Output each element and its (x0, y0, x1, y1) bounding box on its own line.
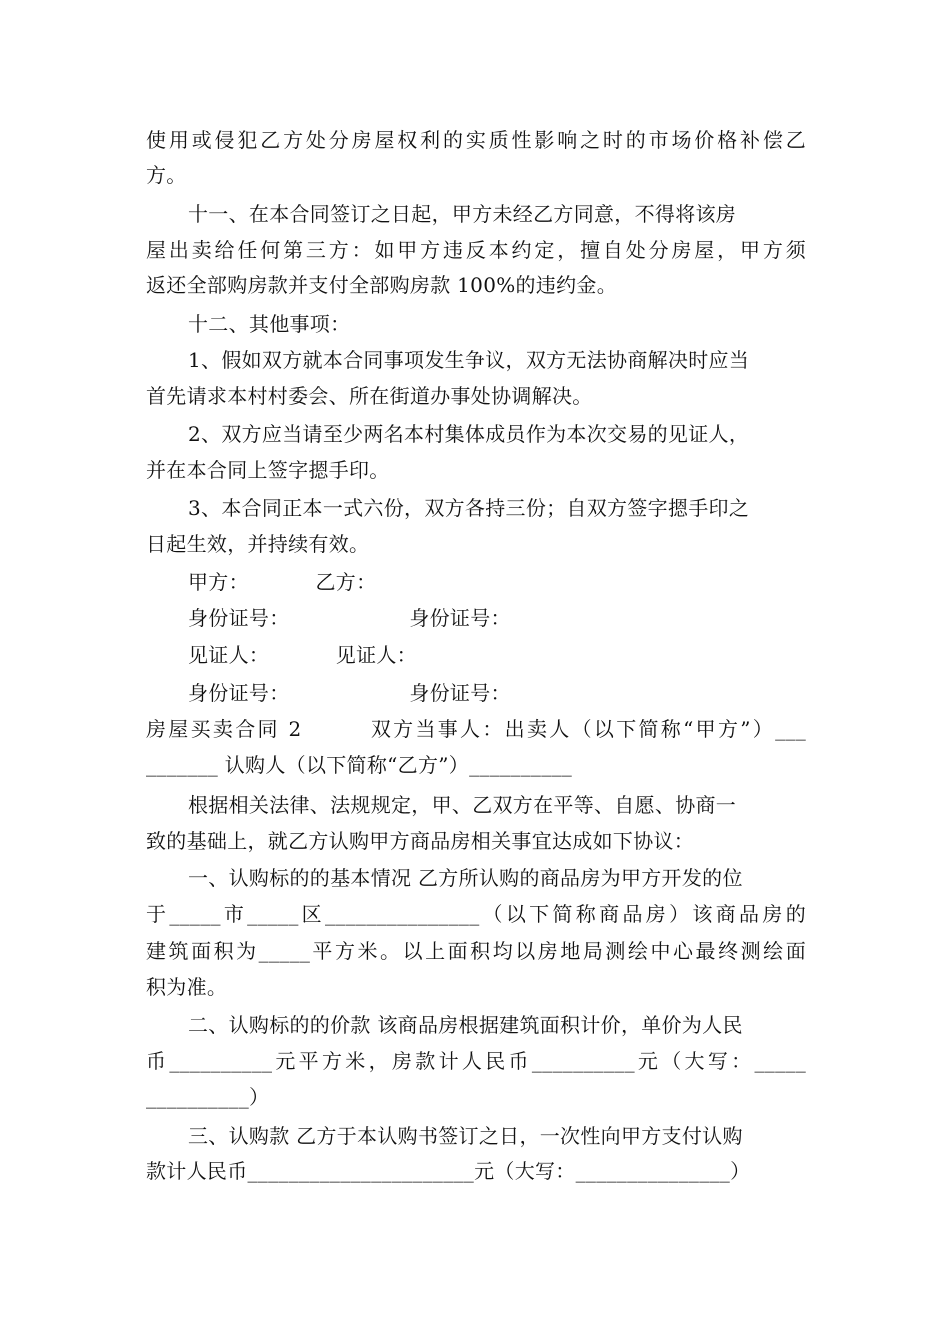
paragraph-line: 屋出卖给任何第三方：如甲方违反本约定，擅自处分房屋，甲方须 (146, 238, 806, 262)
contract-heading-line: 房屋买卖合同 2 双方当事人：出卖人（以下简称“甲方”）___ (146, 717, 806, 741)
paragraph-line: 三、认购款 乙方于本认购书签订之日，一次性向甲方支付认购 (188, 1124, 743, 1148)
paragraph-line: 致的基础上，就乙方认购甲方商品房相关事宜达成如下协议： (146, 829, 695, 853)
signature-line-parties: 甲方： 乙方： (188, 570, 377, 594)
paragraph-line: 十一、在本合同签订之日起，甲方未经乙方同意，不得将该房 (188, 202, 737, 226)
paragraph-line: 二、认购标的的价款 该商品房根据建筑面积计价，单价为人民 (188, 1013, 743, 1037)
paragraph-line: 日起生效，并持续有效。 (146, 532, 370, 556)
paragraph-line: 建筑面积为_____平方米。以上面积均以房地局测绘中心最终测绘面 (146, 939, 806, 963)
paragraph-line: __________） (146, 1085, 270, 1109)
paragraph-line: 币__________元平方米，房款计人民币__________元（大写：_____ (146, 1049, 806, 1073)
paragraph-line: 根据相关法律、法规规定，甲、乙双方在平等、自愿、协商一 (188, 793, 737, 817)
paragraph-line: 一、认购标的的基本情况 乙方所认购的商品房为甲方开发的位 (188, 866, 743, 890)
paragraph-line: 十二、其他事项： (188, 312, 351, 336)
paragraph-line: 首先请求本村村委会、所在街道办事处协调解决。 (146, 384, 593, 408)
signature-line-witness-id: 身份证号： 身份证号： (188, 681, 511, 705)
paragraph-line: 款计人民币______________________元（大写：_______________） (146, 1159, 751, 1183)
paragraph-line: 积为准。 (146, 975, 228, 999)
signature-line-witness: 见证人： 见证人： (188, 643, 417, 667)
paragraph-line: 1、假如双方就本合同事项发生争议，双方无法协商解决时应当 (188, 348, 750, 372)
paragraph-line: 2、双方应当请至少两名本村集体成员作为本次交易的见证人， (188, 422, 750, 446)
signature-line-id: 身份证号： 身份证号： (188, 606, 511, 630)
paragraph-line: 方。 (146, 163, 187, 187)
paragraph-line: 3、本合同正本一式六份，双方各持三份；自双方签字摁手印之 (188, 496, 750, 520)
paragraph-line: 于_____市_____区_______________（以下简称商品房）该商品房的 (146, 902, 806, 926)
paragraph-line: 返还全部购房款并支付全部购房款 100%的违约金。 (146, 273, 618, 297)
paragraph-line: 使用或侵犯乙方处分房屋权利的实质性影响之时的市场价格补偿乙 (146, 128, 806, 152)
paragraph-line: 并在本合同上签字摁手印。 (146, 458, 390, 482)
paragraph-line: _______ 认购人（以下简称“乙方”）__________ (146, 753, 573, 777)
